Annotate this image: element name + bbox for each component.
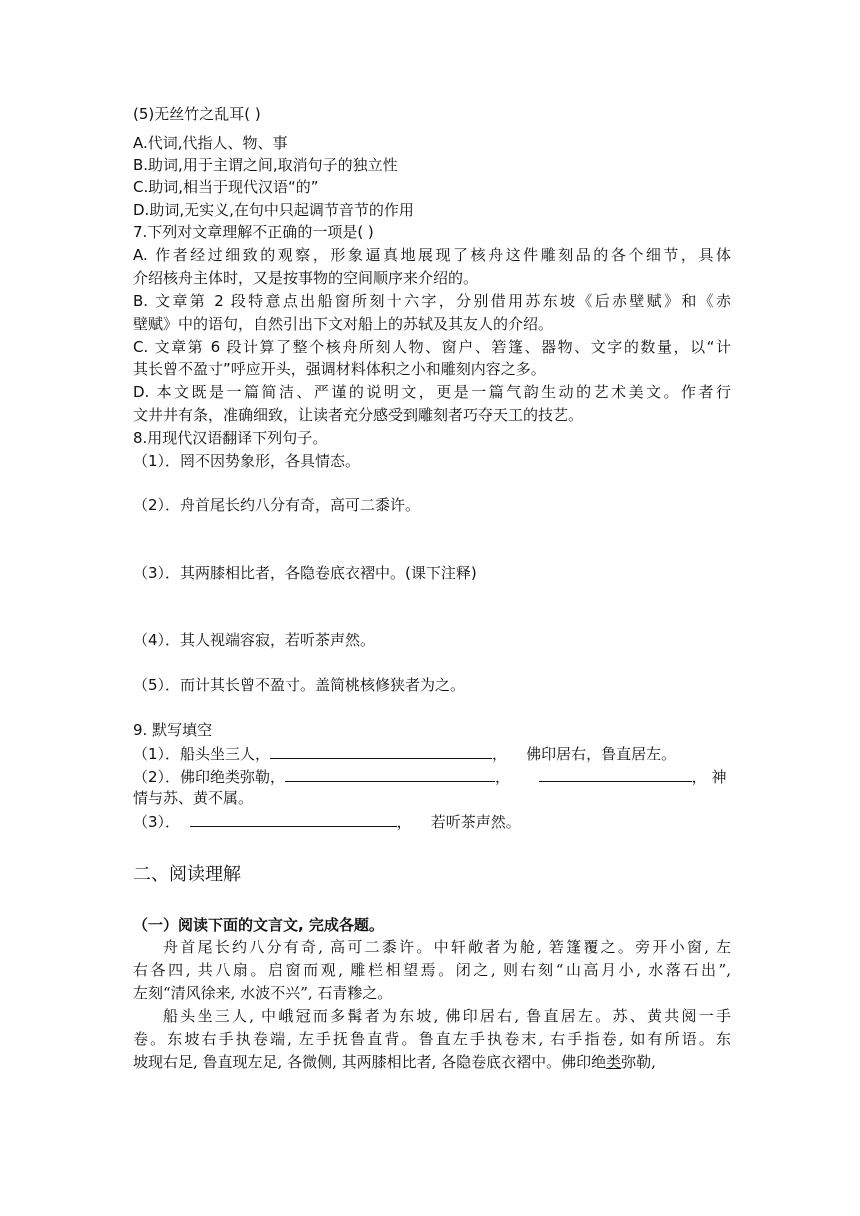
passage-p2-line2: 卷。东坡右手执卷端, 左手抚鲁直背。鲁直左手执卷末, 右手指卷, 如有所语。东 [133,1030,731,1048]
passage-p2-line3-text: 坡现右足, 鲁直现左足, 各微侧, 其两膝相比者, 各隐卷底衣褶中。佛印绝 [133,1053,607,1071]
q9-item-2-prefix: （2）．佛印绝类弥勒， [133,768,286,786]
section-2-subheading: （一）阅读下面的文言文, 完成各题。 [133,916,384,934]
passage-p2-line3 [133,1052,731,1073]
passage-p2-line1: 船头坐三人, 中峨冠而多髯者为东坡, 佛印居右, 鲁直居左。苏、黄共阅一手 [163,1007,731,1025]
q9-item-3 [133,810,731,833]
q9-item-3-comma: ， [396,813,412,831]
q9-item-2-comma: ， [495,768,511,786]
q7-option-b-line2: 壁赋》中的语句，自然引出下文对船上的苏轼及其友人的介绍。 [133,315,554,333]
q8-item-2: （2）．舟首尾长约八分有奇，高可二黍许。 [133,496,421,514]
q7-option-d-line1: D. 本文既是一篇简洁、严谨的说明文，更是一篇气韵生动的艺术美文。作者行 [133,383,731,401]
q7-stem: 7.下列对文章理解不正确的一项是( ) [133,223,374,241]
passage-p1-line1: 舟首尾长约八分有奇, 高可二黍许。中轩敞者为舱, 箬篷覆之。旁开小窗, 左 [163,938,731,956]
q9-stem: 9. 默写填空 [133,721,213,739]
q9-item-1-prefix: （1）．船头坐三人， [133,745,271,763]
q5-option-c: C.助词,相当于现代汉语“的” [133,178,319,196]
passage-underlined-word: 类 [606,1053,622,1071]
q7-option-c-line1: C. 文章第 6 段计算了整个核舟所刻人物、窗户、箬篷、器物、文字的数量，以“计 [133,338,731,356]
q9-item-1-comma: ， [492,745,508,763]
q8-stem: 8.用现代汉语翻译下列句子。 [133,429,328,447]
q5-option-a: A.代词,代指人、物、事 [133,134,288,152]
q7-option-a-line1: A. 作者经过细致的观察，形象逼真地展现了核舟这件雕刻品的各个细节，具体 [133,246,731,264]
q9-item-3-prefix: （3）． [133,813,181,831]
q5-stem: (5)无丝竹之乱耳( ) [133,105,261,123]
q8-item-5: （5）．而计其长曾不盈寸。盖简桃核修狭者为之。 [133,676,466,694]
q9-item-2 [133,765,731,788]
q9-item-2-end: ， 神 [691,768,727,786]
q8-item-4: （4）．其人视端容寂，若听茶声然。 [133,631,376,649]
q7-option-a-line2: 介绍核舟主体时，又是按事物的空间顺序来介绍的。 [133,269,479,287]
q5-option-d: D.助词,无实义,在句中只起调节音节的作用 [133,201,414,219]
passage-p2-line3-end: 弥勒, [621,1053,656,1071]
q9-item-2-cont: 情与苏、黄不属。 [133,789,254,807]
q7-option-b-line1: B. 文章第 2 段特意点出船窗所刻十六字，分别借用苏东坡《后赤壁赋》和《赤 [133,292,731,310]
passage-p1-line3: 左刻“清风徐来, 水波不兴”, 石青糁之。 [133,984,393,1002]
q8-item-3: （3）．其两膝相比者，各隐卷底衣褶中。(课下注释) [133,564,477,582]
q9-item-3-suffix: 若听茶声然。 [430,813,521,831]
q9-item-1-blank[interactable] [270,742,492,759]
q9-item-1-suffix: 佛印居右，鲁直居左。 [526,745,677,763]
passage-p1-line2: 右各四, 共八扇。启窗而观, 雕栏相望焉。闭之, 则右刻“山高月小, 水落石出”, [133,961,731,979]
q9-item-1 [133,742,731,765]
q5-option-b: B.助词,用于主谓之间,取消句子的独立性 [133,156,398,174]
q9-item-2-blank-1[interactable] [285,765,495,782]
q8-item-1: （1）．罔不因势象形，各具情态。 [133,452,361,470]
q7-option-d-line2: 文井井有条，准确细致，让读者充分感受到雕刻者巧夺天工的技艺。 [133,406,584,424]
q7-option-c-line2: 其长曾不盈寸”呼应开头，强调材料体积之小和雕刻内容之多。 [133,360,546,378]
section-2-heading: 二、阅读理解 [133,864,241,885]
q9-item-3-blank[interactable] [190,810,397,827]
q9-item-2-blank-2[interactable] [539,765,692,782]
